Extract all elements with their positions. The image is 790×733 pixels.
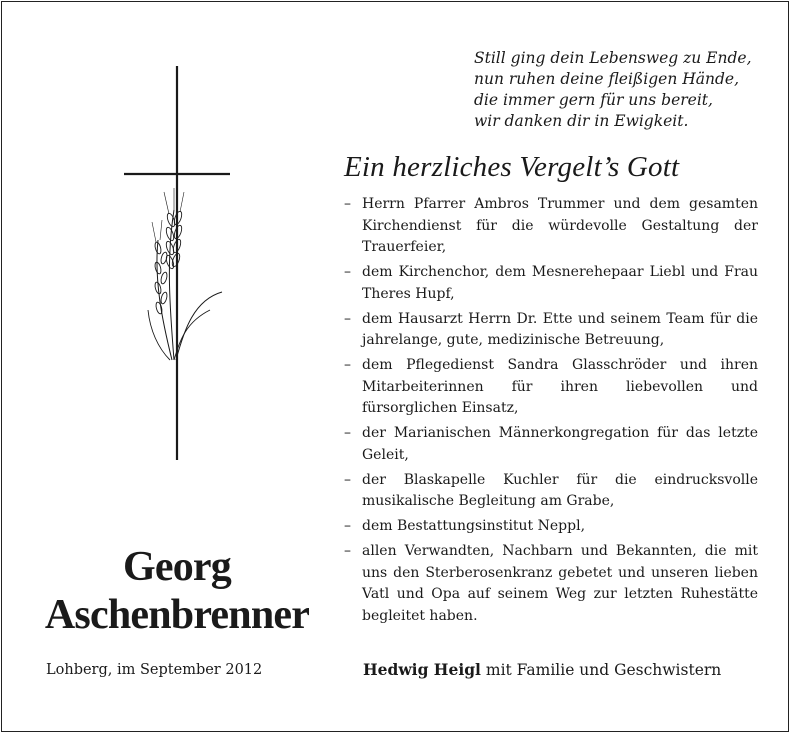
bullet-dash: – — [344, 518, 351, 534]
obituary-card — [1, 1, 789, 732]
thanks-item — [342, 309, 758, 352]
bullet-dash: – — [344, 471, 351, 488]
cross-with-wheat-icon — [114, 60, 234, 470]
thanks-item — [342, 355, 758, 420]
thanks-item — [342, 423, 758, 466]
thanks-item-text: der Blaskapelle Kuchler für die eindrucksvolle musikalische Begleitung am Grabe, — [362, 471, 758, 509]
thanks-item — [342, 541, 758, 627]
thanks-item — [342, 262, 758, 305]
poem — [474, 48, 774, 132]
thanks-item-text: Herrn Pfarrer Ambros Trummer und dem gesamten Kirchendienst für die würdevolle Gestaltung der Trauerfeier, — [362, 196, 758, 255]
signature-rest: mit Familie und Geschwistern — [485, 661, 722, 679]
place-date: Lohberg, im September 2012 — [46, 662, 263, 678]
thanks-item-text: dem Hausarzt Herrn Dr. Ette und seinem Team für die jahrelange, gute, medizinische Betreuung, — [362, 310, 758, 348]
bullet-dash: – — [344, 310, 351, 327]
thanks-item — [342, 194, 758, 259]
deceased-first-name: Georg — [123, 544, 231, 590]
signature — [363, 660, 721, 679]
bullet-dash: – — [344, 425, 351, 441]
poem-line: Still ging dein Lebensweg zu Ende, — [474, 49, 752, 67]
thanks-heading: Ein herzliches Vergelt’s Gott — [344, 151, 680, 183]
bullet-dash: – — [344, 357, 351, 373]
thanks-item-text: dem Bestattungsinstitut Neppl, — [362, 518, 586, 534]
signature-name: Hedwig Heigl — [363, 660, 481, 679]
deceased-last-name: Aschenbrenner — [44, 592, 310, 638]
deceased-name — [26, 543, 328, 639]
thanks-item-text: dem Kirchenchor, dem Mesnerehepaar Liebl und Frau Theres Hupf, — [362, 264, 758, 302]
thanks-item — [342, 516, 758, 538]
bullet-dash: – — [344, 543, 351, 559]
bullet-dash: – — [344, 196, 351, 212]
poem-line: nun ruhen deine fleißigen Hände, — [474, 70, 740, 88]
thanks-item — [342, 470, 758, 513]
poem-line: wir danken dir in Ewigkeit. — [474, 112, 689, 130]
thanks-item-text: der Marianischen Männerkongregation für das letzte Geleit, — [362, 425, 758, 463]
thanks-item-text: allen Verwandten, Nachbarn und Bekannten, die mit uns den Sterberosenkranz gebetet und unseren lieben Vatl und Opa auf seinem Weg zur letzten Ruhestätte begleitet haben. — [362, 543, 758, 624]
thanks-item-text: dem Pflegedienst Sandra Glasschröder und ihren Mitarbeiterinnen für ihren liebevollen und fürsorglichen Einsatz, — [362, 357, 758, 416]
poem-line: die immer gern für uns bereit, — [474, 91, 713, 109]
thanks-list — [342, 194, 758, 631]
bullet-dash: – — [344, 264, 351, 280]
